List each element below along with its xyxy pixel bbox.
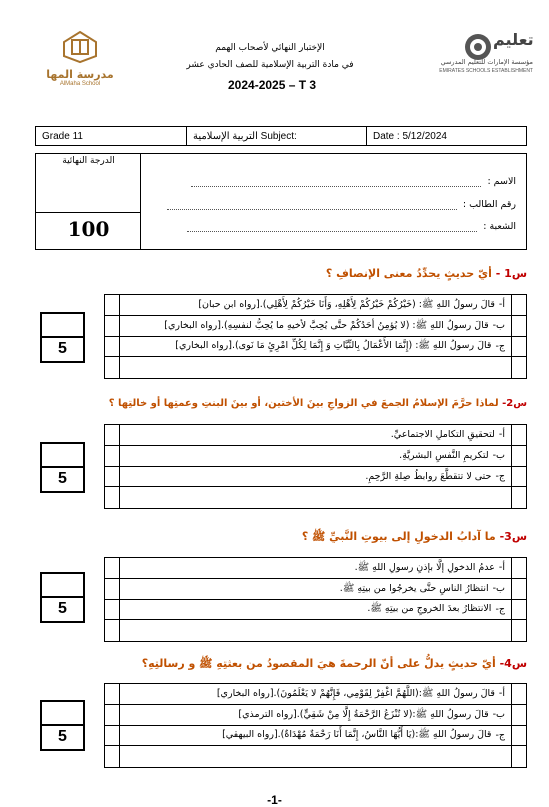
list-item[interactable]: أ- عدمُ الدخولِ إلَّا بإذنِ رسولِ اللهِ ﷺ. [105,558,526,579]
question-4-title: س4- أيّ حديثٍ يدلُّ على أنّ الرحمةَ هيَ المقصودُ من بعثتِهِ ﷺ و رسالتِهِ؟ [141,657,527,670]
exam-subject-line: في مادة التربية الإسلامية للصف الحادي عشر [186,60,354,70]
school-logo [40,30,120,100]
list-item[interactable]: ب- لتكريمِ النَّفسِ البشريَّةِ. [105,446,526,467]
list-item[interactable]: أ- لتحقيقِ التكاملِ الاجتماعيِّ. [105,425,526,446]
question-3-title: س3- ما آدابُ الدخولِ إلى بيوتِ النَّبيِّ ﷺ ؟ [301,530,527,543]
question-3-options [104,557,527,642]
student-id-label: رقم الطالب : [462,199,516,210]
school-name-ar: مدرسة المها [46,68,114,81]
student-info-box [35,153,527,250]
academic-year: 2024-2025 – T 3 [228,78,317,92]
exam-title: الإختبار النهائي لأصحاب الهمم [215,43,325,53]
name-label: الاسم : [487,176,516,187]
ministry-logo-text: تعليم [493,30,534,49]
grade-cell: Grade 11 [42,130,83,142]
ministry-name-ar: مؤسسة الإمارات للتعليم المدرسي [440,58,533,66]
section-field[interactable] [187,221,516,232]
exam-info-bar [35,126,527,146]
school-name-en: AlMaha School [59,81,101,87]
section-label: الشعبة : [483,221,516,232]
list-item[interactable]: ج- قالَ رسولُ اللهِ ﷺ:(يَا أَيُّهَا النَّاسُ، إِنَّمَا أَنَا رَحْمَةٌ مُهْدَاةٌ).[رواه البيهقي] [105,726,526,747]
question-2-title: س2- لماذا حرَّمَ الإسلامُ الجمعَ في الزواجِ بينَ الأختين، أو بينَ البنتِ وعمتِها أو خالتِها ؟ [108,398,527,409]
final-grade-cell [36,154,141,249]
name-field[interactable] [191,176,516,187]
list-item[interactable]: ج- حتى لا تتقطَّعَ روابطُ صِلةِ الرَّحِمِ. [105,467,526,488]
final-grade-value: 100 [36,212,141,241]
question-4-score: 5 [40,700,85,751]
question-3-score: 5 [40,572,85,623]
question-4-options [104,683,527,768]
student-id-field[interactable] [167,199,516,210]
exam-heading [160,40,380,74]
list-item[interactable]: ب- انتظارُ الناسِ حتَّى يخرجُوا من بيتِهِ ﷺ. [105,579,526,600]
list-item[interactable]: أ- قالَ رسولُ اللهِ ﷺ:(اللَّهُمَّ اغْفِرْ لِقَوْمِي، فَإِنَّهُمْ لا يَعْلَمُونَ).[رواه البخاري] [105,684,526,705]
question-2-options [104,424,527,509]
school-emblem-icon [62,30,98,64]
question-1-options [104,294,527,379]
question-2-score: 5 [40,442,85,493]
list-item[interactable]: ج- الانتظارُ بعدَ الخروجِ من بيتِهِ ﷺ. [105,600,526,621]
list-item[interactable]: ب- قالَ رسولُ اللهِ ﷺ:(لا تُنْزَعُ الرَّحْمَةُ إِلَّا مِنْ شَقِيٍّ).[رواه الترمذي] [105,705,526,726]
list-item[interactable]: ب- قالَ رسولُ اللهِ ﷺ: (لا يُؤمِنُ أحَدُكُمْ حتَّى يُحِبَّ لأخيهِ ما يُحِبُّ لنفسِهِ).[رواه البخاري] [105,316,526,337]
subject-cell: التربية الإسلامية Subject: [186,127,366,145]
date-cell: Date : 5/12/2024 [366,127,526,145]
list-item[interactable]: أ- قالَ رسولُ اللهِ ﷺ: (خَيْرُكُمْ خَيْرُكُمْ لِأَهْلِهِ، وَأَنَا خَيْرُكُمْ لِأَهْلِي).[رواه ابن حبان] [105,295,526,316]
question-1-title: س1 - أيّ حديثٍ يحدِّدُ معنى الإنصافِ ؟ [325,267,527,280]
final-grade-label: الدرجة النهائية [62,156,115,166]
ministry-name-en: EMIRATES SCHOOLS ESTABLISHMENT [439,68,533,74]
page-number: -1- [267,793,282,807]
question-1-score: 5 [40,312,85,363]
list-item[interactable]: ج- قالَ رسولُ اللهِ ﷺ: (إِنَّمَا الأَعْمَالُ بِالنِّيَّاتِ وَ إِنَّمَا لِكُلِّ امْرِئٍ مَا نَوى).[رواه البخاري] [105,337,526,358]
